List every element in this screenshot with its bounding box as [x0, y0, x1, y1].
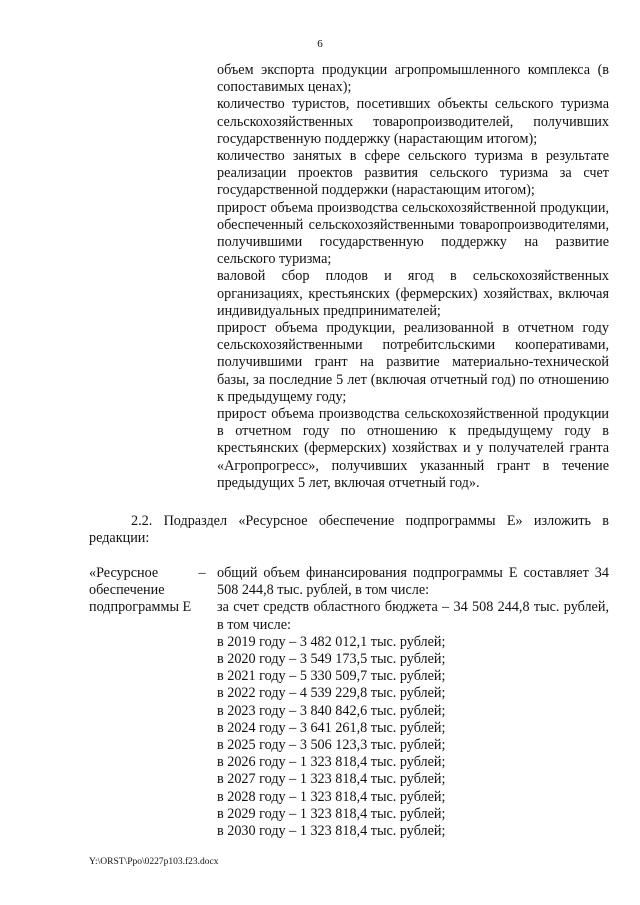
year-item: в 2020 году – 3 549 173,5 тыс. рублей;: [217, 651, 446, 668]
indicator-item: прирост объема производства сельскохозяйственной продукции в отчетном году по отношению к предыдущему году в крестьянских (фермерских) хозяйствах и у получателей гранта «Агропрогресс», получивших указанный грант в течение предыдущих 5 лет, включая отчетный год».: [217, 406, 609, 491]
indicator-item: объем экспорта продукции агропромышленного комплекса (в сопоставимых ценах);: [217, 62, 609, 96]
year-item: в 2027 году – 1 323 818,4 тыс. рублей;: [217, 771, 446, 788]
page-number: 6: [317, 38, 323, 50]
indicator-item: валовой сбор плодов и ягод в сельскохозяйственных организациях, крестьянских (фермерских) хозяйствах, включая индивидуальных предпринимателей;: [217, 268, 609, 319]
indicators-list: [217, 62, 609, 492]
regional-budget: за счет средств областного бюджета – 34 508 244,8 тыс. рублей, в том числе:: [217, 599, 609, 633]
year-item: в 2024 году – 3 641 261,8 тыс. рублей;: [217, 719, 446, 736]
year-item: в 2019 году – 3 482 012,1 тыс. рублей;: [217, 633, 446, 650]
year-item: в 2026 году – 1 323 818,4 тыс. рублей;: [217, 754, 446, 771]
indicator-item: прирост объема производства сельскохозяйственной продукции, обеспеченный сельскохозяйственными товаропроизводителями, получившими государственную поддержку на развитие сельского туризма;: [217, 199, 609, 268]
year-item: в 2023 году – 3 840 842,6 тыс. рублей;: [217, 702, 446, 719]
yearly-list: [217, 634, 609, 840]
total-financing: общий объем финансирования подпрограммы Е составляет 34 508 244,8 тыс. рублей, в том числе:: [217, 565, 609, 599]
indicator-item: количество туристов, посетивших объекты сельского туризма сельскохозяйственных товаропроизводителей, получивших государственную поддержку (нарастающим итогом);: [217, 96, 609, 147]
year-item: в 2029 году – 1 323 818,4 тыс. рублей;: [217, 805, 446, 822]
resources-label: «Ресурсное обеспечение подпрограммы Е: [89, 565, 192, 616]
resources-dash: –: [198, 565, 206, 581]
year-item: в 2028 году – 1 323 818,4 тыс. рублей;: [217, 788, 446, 805]
year-item: в 2025 году – 3 506 123,3 тыс. рублей;: [217, 737, 446, 754]
resources-body: [217, 565, 609, 840]
year-item: в 2030 году – 1 323 818,4 тыс. рублей;: [217, 823, 446, 840]
section-text: 2.2. Подраздел «Ресурсное обеспечение подпрограммы Е» изложить в редакции:: [89, 513, 609, 547]
section-paragraph: [89, 513, 609, 547]
indicator-item: количество занятых в сфере сельского туризма в результате реализации проектов развития сельского туризма за счет государственной поддержки (нарастающим итогом);: [217, 148, 609, 199]
year-item: в 2022 году – 4 539 229,8 тыс. рублей;: [217, 685, 446, 702]
indicator-item: прирост объема продукции, реализованной в отчетном году сельскохозяйственными потребитсльскими кооперативами, получившими грант на развитие материально-технической базы, за последние 5 лет (включая отчетный год) по отношению к предыдущему году;: [217, 320, 609, 405]
year-item: в 2021 году – 5 330 509,7 тыс. рублей;: [217, 668, 446, 685]
footer-file-path: Y:\ORST\Ppo\0227p103.f23.docx: [89, 857, 219, 867]
